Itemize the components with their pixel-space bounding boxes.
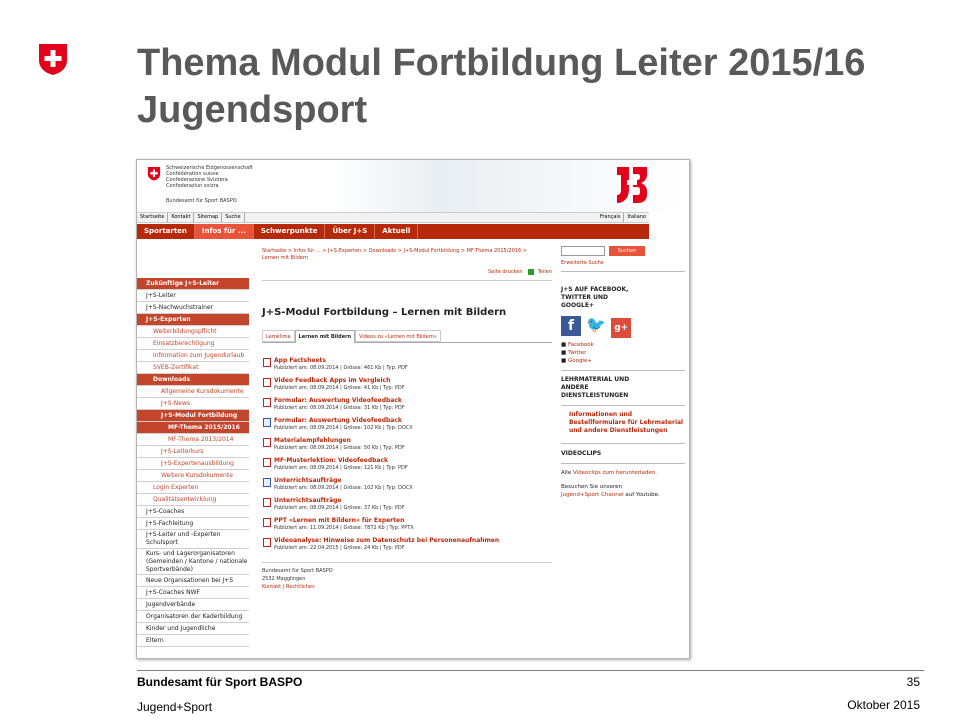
left-nav-item[interactable]: J+S-Modul Fortbildung (137, 410, 249, 422)
document-item (262, 457, 552, 472)
slide-title (137, 40, 937, 134)
twitter-icon[interactable]: 🐦 (586, 315, 607, 334)
facebook-icon[interactable]: f (561, 316, 581, 336)
confederation-fr: Confédération suisse (166, 171, 219, 177)
left-nav-item[interactable]: J+S-Coaches (137, 506, 249, 518)
footer-date: Oktober 2015 (847, 698, 920, 712)
word-file-icon (263, 418, 271, 427)
divider (561, 370, 685, 371)
document-item (262, 537, 552, 552)
left-nav-item[interactable]: MF-Thema 2013/2014 (137, 434, 249, 446)
social-icons (561, 315, 685, 337)
address-block (262, 567, 552, 591)
confederation-de: Schweizerische Eidgenossenschaft (166, 165, 253, 171)
nav-infos-fuer[interactable]: Infos für ... (195, 224, 254, 239)
pdf-file-icon (263, 398, 271, 407)
document-title-link[interactable]: Videoanalyse: Hinweise zum Datenschutz bei Personenaufnahmen (274, 537, 500, 544)
nav-schwerpunkte[interactable]: Schwerpunkte (254, 224, 326, 239)
language-francais[interactable]: Français (599, 214, 621, 220)
tab-bar (262, 330, 552, 343)
document-meta: Publiziert am: 08.09.2014 | Grösse: 102 Kb | Typ: DOCX (274, 485, 413, 491)
left-nav-item[interactable]: Downloads (137, 374, 249, 386)
search-box (561, 246, 685, 257)
nav-ueber-js[interactable]: Über J+S (325, 224, 375, 239)
footer-unit: Jugend+Sport (137, 700, 213, 714)
confederation-names (166, 165, 253, 189)
left-nav-item[interactable]: Kurs- und Lagerorganisatoren (Gemeinden / Kantone / nationale Sportverbände) (137, 549, 249, 575)
document-meta: Publiziert am: 08.09.2014 | Grösse: 41 Kb | Typ: PDF (274, 385, 405, 391)
document-title-link[interactable]: App Factsheets (274, 357, 326, 364)
left-nav-item[interactable]: Kinder und Jugendliche (137, 623, 249, 635)
pdf-file-icon (263, 498, 271, 507)
divider (262, 280, 552, 281)
document-item (262, 417, 552, 432)
document-item (262, 477, 552, 492)
document-meta: Publiziert am: 22.04.2015 | Grösse: 24 Kb | Typ: PDF (274, 545, 405, 551)
slide-title-line-2: Jugendsport (137, 89, 368, 131)
document-item (262, 517, 552, 532)
pdf-file-icon (263, 358, 271, 367)
videoclips-text-prefix: Alle (561, 470, 572, 476)
left-nav-item[interactable]: MF-Thema 2015/2016 (137, 422, 249, 434)
left-nav-item[interactable]: Neue Organisationen bei J+S (137, 575, 249, 587)
material-heading: LEHRMATERIAL UND ANDERE DIENSTLEISTUNGEN (561, 376, 630, 399)
footer-organisation: Bundesamt für Sport BASPO (137, 675, 303, 689)
document-title-link[interactable]: MF-Musterlektion: Videofeedback (274, 457, 389, 464)
left-nav-item[interactable]: Login Experten (137, 482, 249, 494)
left-nav-item[interactable]: SVEB-Zertifikat (137, 362, 249, 374)
page-number: 35 (906, 675, 920, 689)
document-meta: Publiziert am: 08.09.2014 | Grösse: 461 Kb | Typ: PDF (274, 365, 408, 371)
left-nav-item[interactable]: Weiterbildungspflicht (137, 326, 249, 338)
address-links[interactable]: Kontakt | Rechtliches (262, 584, 315, 590)
document-meta: Publiziert am: 08.09.2014 | Grösse: 31 Kb | Typ: PDF (274, 405, 405, 411)
left-nav-item[interactable]: Organisatoren der Kaderbildung (137, 611, 249, 623)
util-link-startseite[interactable]: Startseite (137, 213, 168, 222)
left-nav-item[interactable]: J+S-Coaches NWF (137, 587, 249, 599)
left-nav-item[interactable]: J+S-Fachleitung (137, 518, 249, 530)
left-nav-item[interactable]: J+S-Expertenausbildung (137, 458, 249, 470)
left-navigation (137, 278, 249, 647)
document-list (262, 357, 552, 552)
util-link-kontakt[interactable]: Kontakt (168, 213, 194, 222)
left-nav-item[interactable]: Weitere Kursdokumente (137, 470, 249, 482)
address-org: Bundesamt für Sport BASPO (262, 568, 333, 574)
search-input[interactable] (561, 246, 605, 256)
facebook-link[interactable]: Facebook (567, 342, 594, 348)
main-navigation (137, 224, 649, 239)
util-link-sitemap[interactable]: Sitemap (194, 213, 222, 222)
right-column (561, 246, 685, 499)
tab-videos[interactable]: Videos zu «Lernen mit Bildern» (355, 330, 441, 342)
site-banner (137, 160, 689, 212)
website-screenshot (136, 159, 690, 659)
social-heading: J+S AUF FACEBOOK, TWITTER UND GOOGLE+ (561, 286, 629, 309)
left-nav-item[interactable]: J+S-Nachwuchstrainer (137, 302, 249, 314)
slide-title-line-1: Thema Modul Fortbildung Leiter 2015/16 (137, 42, 866, 84)
document-meta: Publiziert am: 08.09.2014 | Grösse: 37 Kb | Typ: PDF (274, 505, 405, 511)
divider (561, 443, 685, 444)
videoclips-text-1 (561, 469, 685, 477)
left-nav-item[interactable]: Einsatzberechtigung (137, 338, 249, 350)
page-heading: J+S-Modul Fortbildung – Lernen mit Bildern (262, 307, 507, 318)
pdf-file-icon (263, 518, 271, 527)
videoclips-link[interactable]: Videoclips zum herunterladen. (572, 470, 657, 476)
left-nav-item[interactable]: J+S-Experten (137, 314, 249, 326)
confederation-shield-icon (147, 166, 161, 181)
left-nav-item[interactable]: Information zum Jugendurlaub (137, 350, 249, 362)
channel-text-suffix: auf Youtube. (625, 492, 660, 498)
left-nav-item[interactable]: Allgemeine Kursdokumente (137, 386, 249, 398)
breadcrumb[interactable]: Startseite > Infos für ... > J+S-Experten > Downloads > J+S-Modul Fortbildung > MF-Thema 2015/2016 > Lernen mit Bildern (262, 248, 527, 261)
nav-sportarten[interactable]: Sportarten (137, 224, 195, 239)
divider (561, 271, 685, 272)
divider (262, 562, 552, 563)
document-item (262, 377, 552, 392)
divider (561, 405, 685, 406)
document-item (262, 437, 552, 452)
left-nav-item[interactable]: Qualitätsentwicklung (137, 494, 249, 506)
share-icon[interactable] (528, 269, 534, 275)
confederation-it: Confederazione Svizzera (166, 177, 228, 183)
page-tools (262, 268, 552, 276)
document-meta: Publiziert am: 08.09.2014 | Grösse: 102 Kb | Typ: DOCX (274, 425, 413, 431)
divider (561, 463, 685, 464)
utility-bar (137, 212, 649, 223)
left-nav-item[interactable]: J+S-Leiterkurs (137, 446, 249, 458)
print-link[interactable]: Seite drucken (488, 269, 523, 275)
document-title-link[interactable]: Unterrichtsaufträge (274, 497, 342, 504)
videoclips-text-2 (561, 483, 661, 499)
videoclips-heading: VIDEOCLIPS (561, 450, 602, 457)
document-title-link[interactable]: Formular: Auswertung Videofeedback (274, 397, 402, 404)
document-title-link[interactable]: Unterrichtsaufträge (274, 477, 342, 484)
left-nav-item[interactable]: J+S-News (137, 398, 249, 410)
left-nav-item[interactable]: Eltern (137, 635, 249, 647)
document-meta: Publiziert am: 08.09.2014 | Grösse: 50 Kb | Typ: PDF (274, 445, 405, 451)
googleplus-icon[interactable]: g+ (611, 318, 631, 338)
search-button[interactable]: Suchen (609, 246, 645, 256)
document-item (262, 497, 552, 512)
main-content (262, 248, 552, 591)
googleplus-link[interactable]: Google+ (567, 358, 592, 364)
document-meta: Publiziert am: 08.09.2014 | Grösse: 121 Kb | Typ: PDF (274, 465, 408, 471)
pdf-file-icon (263, 458, 271, 467)
language-italiano[interactable]: Italiano (623, 213, 649, 222)
channel-link[interactable]: Jugend+Sport Channel (561, 492, 624, 498)
pdf-file-icon (263, 438, 271, 447)
js-logo-icon (613, 163, 651, 205)
twitter-link[interactable]: Twitter (567, 350, 587, 356)
document-title-link[interactable]: PPT «Lernen mit Bildern» für Experten (274, 517, 405, 524)
tab-lernklima[interactable]: Lernklima (262, 330, 295, 342)
left-nav-item[interactable]: J+S-Leiter und -Experten Schulsport (137, 530, 249, 549)
nav-aktuell[interactable]: Aktuell (375, 224, 418, 239)
swiss-cross-logo (37, 42, 69, 76)
pdf-file-icon (263, 538, 271, 547)
material-link[interactable]: Informationen und Bestellformulare für Lehrmaterial und andere Dienstleistungen (569, 411, 684, 434)
address-city: 2532 Magglingen (262, 576, 306, 582)
advanced-search-link[interactable]: Erweiterte Suche (561, 260, 604, 266)
channel-text-prefix: Besuchen Sie unseren (561, 484, 623, 490)
document-title-link[interactable]: Materialempfehlungen (274, 437, 351, 444)
document-title-link[interactable]: Video Feedback Apps im Vergleich (274, 377, 391, 384)
left-nav-item[interactable]: J+S-Leiter (137, 290, 249, 302)
social-links: ■ Facebook ■ Twitter ■ Google+ (561, 342, 594, 364)
pdf-file-icon (263, 378, 271, 387)
left-nav-item[interactable]: Zukünftige J+S-Leiter (137, 278, 249, 290)
util-link-suche[interactable]: Suche (222, 213, 244, 222)
tab-lernen-mit-bildern[interactable]: Lernen mit Bildern (295, 330, 356, 343)
share-link[interactable]: Teilen (537, 269, 552, 275)
confederation-rm: Confederaziun svizra (166, 183, 219, 189)
left-nav-item[interactable]: Jugendverbände (137, 599, 249, 611)
footer-divider (137, 670, 924, 671)
document-item (262, 357, 552, 372)
office-name: Bundesamt für Sport BASPO (166, 198, 237, 204)
document-item (262, 397, 552, 412)
document-title-link[interactable]: Formular: Auswertung Videofeedback (274, 417, 402, 424)
word-file-icon (263, 478, 271, 487)
document-meta: Publiziert am: 11.09.2014 | Grösse: 7872 Kb | Typ: PPTX (274, 525, 414, 531)
